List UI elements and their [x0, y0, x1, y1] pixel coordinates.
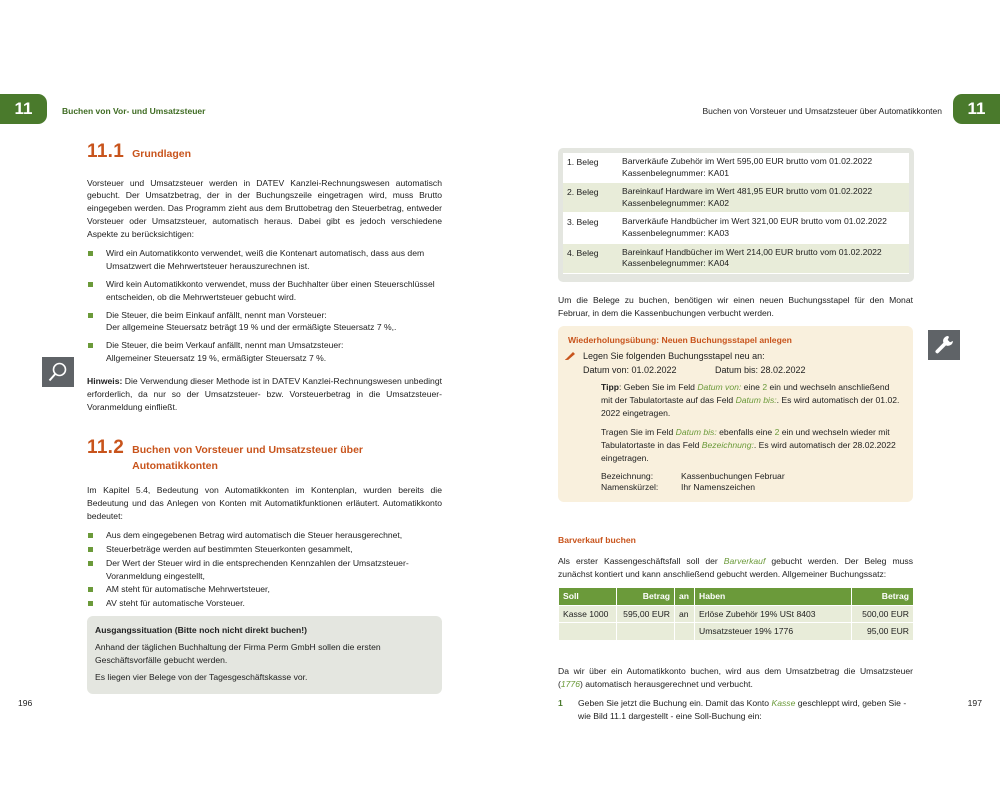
beleg-text — [622, 247, 905, 270]
step-number: 1 — [558, 698, 563, 709]
text: Tragen Sie im Feld — [601, 427, 676, 438]
right-column — [558, 148, 913, 723]
list-item-text: Allgemeiner Steuersatz 19 %, ermäßigter Steuersatz 7 %. — [106, 353, 327, 364]
kv-value: Kassenbuchungen Februar — [681, 470, 785, 481]
column-header: an — [675, 587, 695, 605]
beleg-line: Kassenbelegnummer: KA04 — [622, 258, 730, 269]
kv-key: Bezeichnung: — [601, 470, 654, 481]
value: 2 — [762, 382, 768, 393]
situation-title: Ausgangssituation (Bitte noch nicht direkt buchen!) — [95, 625, 307, 636]
text: . Es wird automatisch der 01.02. 2022 eingetragen. — [601, 395, 900, 419]
text: ebenfalls eine — [716, 427, 775, 438]
table-row — [559, 623, 914, 641]
list-item: Der Wert der Steuer wird in die entsprechenden Kennzahlen der Umsatzsteuer- Voranmeldung eingestellt, — [87, 557, 442, 583]
paragraph — [558, 555, 913, 581]
field-name: Datum bis: — [735, 395, 777, 406]
list-item-text: Die Steuer, die beim Einkauf anfällt, nennt man Vorsteuer: — [106, 309, 327, 320]
table-cell — [559, 623, 617, 641]
field-name: Datum bis: — [675, 427, 717, 438]
emphasis: 1776 — [560, 679, 580, 690]
pen-icon — [565, 351, 576, 364]
table-row — [563, 183, 909, 213]
text: Da wir über ein Automatikkonto buchen, wird aus dem Umsatzbetrag die Umsatzsteuer ( — [558, 666, 913, 690]
column-header: Haben — [695, 587, 852, 605]
text: gebucht werden. Der Beleg muss zunächst kontiert und kann anschließend gebucht werden. Allgemeiner Buchungssatz: — [558, 555, 914, 579]
value: 2 — [774, 427, 780, 438]
tip-paragraph — [601, 426, 903, 465]
beleg-line: Bareinkauf Hardware im Wert 481,95 EUR brutto vom 01.02.2022 — [622, 186, 873, 197]
beleg-line: Kassenbelegnummer: KA01 — [622, 167, 730, 178]
paragraph: Um die Belege zu buchen, benötigen wir einen neuen Buchungsstapel für den Monat Februar, in dem die Kassenbuchungen verbucht werden. — [558, 294, 913, 318]
table-header-row — [559, 587, 914, 605]
table-cell: 95,00 EUR — [852, 623, 914, 641]
exercise-line: Legen Sie folgenden Buchungsstapel neu an: — [583, 351, 765, 362]
list-item: Steuerbeträge werden auf bestimmten Steuerkonten gesammelt, — [87, 543, 442, 556]
table-row — [559, 605, 914, 623]
beleg-text — [622, 156, 905, 179]
situation-box — [87, 616, 442, 694]
text: eine — [741, 382, 763, 393]
kv-value: Ihr Namenszeichen — [681, 482, 756, 493]
bullet-list — [87, 529, 442, 610]
text: Als erster Kassengeschäftsfall soll der — [558, 555, 724, 566]
column-header: Betrag — [617, 587, 675, 605]
beleg-number: 1. Beleg — [567, 157, 599, 167]
table-row — [563, 153, 909, 183]
table-row — [563, 213, 909, 243]
kv-key: Namenskürzel: — [601, 482, 659, 493]
section-number: 11.1 — [87, 141, 125, 162]
exercise-title: Wiederholungsübung: Neuen Buchungsstapel anlegen — [568, 334, 792, 345]
field-name: Datum von: — [697, 382, 742, 393]
date-from: Datum von: 01.02.2022 — [583, 364, 677, 375]
beleg-line: Barverkäufe Zubehör im Wert 595,00 EUR brutto vom 01.02.2022 — [622, 156, 873, 166]
table-cell: Erlöse Zubehör 19% USt 8403 — [695, 605, 852, 623]
list-item: AM steht für automatische Mehrwertsteuer, — [87, 583, 442, 596]
paragraph: Vorsteuer und Umsatzsteuer werden in DATEV Kanzlei-Rechnungswesen automatisch gebucht. Der Umsatzbetrag, der in der Buchungszeile eingetragen wird, muss Brutto eingegeben werden. Das Programm zieht aus dem Bruttobetrag den Steuerbetrag, entweder Vorsteuer oder Umsatzsteuer, automatisch heraus. Dabei gibt es jedoch verschiedene Aspekte zu berücksichtigen: — [87, 177, 442, 240]
running-head-right: Buchen von Vorsteuer und Umsatzsteuer über Automatikkonten — [702, 106, 942, 116]
section-heading-11-2 — [87, 434, 442, 475]
list-item — [87, 339, 442, 365]
beleg-number: 2. Beleg — [567, 187, 599, 198]
section-title: Buchen von Vorsteuer und Umsatzsteuer über Automatikkonten — [132, 443, 363, 472]
exercise-step — [568, 350, 903, 494]
section-number: 11.2 — [87, 436, 125, 458]
sub-heading: Barverkauf buchen — [558, 534, 636, 545]
tip-label: Tipp — [601, 382, 619, 393]
list-item: Wird kein Automatikkonto verwendet, muss der Buchhalter über einen Steuerschlüssel entscheiden, ob die Mehrwertsteuer gebucht wird. — [87, 278, 442, 304]
booking-table — [558, 587, 914, 642]
table-cell — [617, 623, 675, 641]
text: Geben Sie jetzt die Buchung ein. Damit das Konto — [578, 698, 772, 709]
list-item: Aus dem eingegebenen Betrag wird automatisch die Steuer herausgerechnet, — [87, 529, 442, 542]
beleg-table — [558, 148, 914, 282]
step-text — [578, 697, 913, 723]
table-cell — [675, 623, 695, 641]
list-item: AV steht für automatische Vorsteuer. — [87, 597, 442, 610]
section-title: Grundlagen — [132, 148, 192, 160]
beleg-text — [622, 186, 905, 209]
table-row — [563, 244, 909, 274]
magnifier-icon — [42, 357, 74, 387]
page-number-left: 196 — [18, 698, 33, 708]
bullet-list — [87, 247, 442, 365]
left-column — [87, 138, 442, 694]
beleg-line: Kassenbelegnummer: KA02 — [622, 197, 730, 208]
running-head-left: Buchen von Vor- und Umsatzsteuer — [62, 106, 206, 116]
paragraph: Im Kapitel 5.4, Bedeutung von Automatikkonten im Kontenplan, wurden bereits die Bedeutung und das Anlegen von Konten mit Automatikfunktionen erläutert. Automatikkonto bedeutet: — [87, 485, 442, 522]
emphasis: Kasse — [771, 698, 796, 709]
text: ) automatisch herausgerechnet und verbucht. — [580, 679, 753, 690]
exercise-dates — [583, 364, 903, 378]
emphasis: Barverkauf — [723, 555, 766, 566]
text: ein und wechseln wieder mit Tabulatortaste in das Feld — [601, 427, 890, 450]
text: geschleppt wird, geben Sie - wie Bild 11.1 dargestellt - eine Soll-Buchung ein: — [578, 698, 907, 721]
chapter-badge-right: 11 — [953, 94, 1000, 124]
kv-row — [601, 471, 903, 483]
column-header: Soll — [559, 587, 617, 605]
text: . Es wird automatisch der 28.02.2022 eingetragen. — [601, 439, 896, 463]
beleg-line: Kassenbelegnummer: KA03 — [622, 227, 730, 238]
page-number-right: 197 — [967, 698, 982, 708]
text: ein und wechseln anschließend mit der Tabulatortaste auf das Feld — [601, 382, 890, 406]
list-item: Wird ein Automatikkonto verwendet, weiß die Kontenart automatisch, dass aus dem Umsatzwert die Mehrwertsteuer herauszurechnen ist. — [87, 247, 442, 273]
paragraph — [558, 665, 913, 691]
table-cell: 595,00 EUR — [617, 605, 675, 623]
situation-text: Anhand der täglichen Buchhaltung der Firma Perm GmbH sollen die ersten Geschäftsvorfälle gebucht werden. — [95, 642, 381, 666]
beleg-number: 4. Beleg — [567, 247, 599, 258]
list-item — [87, 309, 442, 335]
exercise-box — [558, 326, 913, 502]
beleg-text — [622, 216, 905, 239]
list-item-text: Die Steuer, die beim Verkauf anfällt, nennt man Umsatzsteuer: — [106, 340, 344, 351]
beleg-line: Barverkäufe Handbücher im Wert 321,00 EUR brutto vom 01.02.2022 — [622, 216, 887, 227]
hint-label: Hinweis: — [87, 376, 123, 387]
text: : Geben Sie im Feld — [618, 382, 698, 393]
table-cell: 500,00 EUR — [852, 605, 914, 623]
beleg-number: 3. Beleg — [567, 217, 599, 228]
column-header: Betrag — [852, 587, 914, 605]
section-heading-11-1 — [87, 138, 442, 167]
date-to: Datum bis: 28.02.2022 — [715, 364, 806, 375]
hint-text: Die Verwendung dieser Methode ist in DATEV Kanzlei-Rechnungswesen unbedingt erforderlich, da nur so der Umsatzsteuer- bzw. Vorsteuerbetrag in die Umsatzsteuer-Voranmeldung einfließt. — [87, 376, 443, 412]
table-cell: Umsatzsteuer 19% 1776 — [695, 623, 852, 641]
table-cell: an — [675, 605, 695, 623]
chapter-badge-left: 11 — [0, 94, 47, 124]
instruction-step — [558, 697, 913, 723]
exercise-tips — [583, 381, 903, 494]
field-name: Bezeichnung: — [701, 439, 754, 450]
beleg-line: Bareinkauf Handbücher im Wert 214,00 EUR brutto vom 01.02.2022 — [622, 246, 882, 257]
tip-paragraph — [601, 381, 903, 420]
hint-paragraph — [87, 375, 442, 414]
list-item-text: Der allgemeine Steuersatz beträgt 19 % und der ermäßigte Steuersatz 7 %,. — [106, 322, 397, 333]
table-cell: Kasse 1000 — [559, 605, 617, 623]
wrench-icon — [928, 330, 960, 360]
kv-row — [601, 482, 903, 494]
situation-text: Es liegen vier Belege von der Tagesgeschäftskasse vor. — [95, 671, 308, 682]
